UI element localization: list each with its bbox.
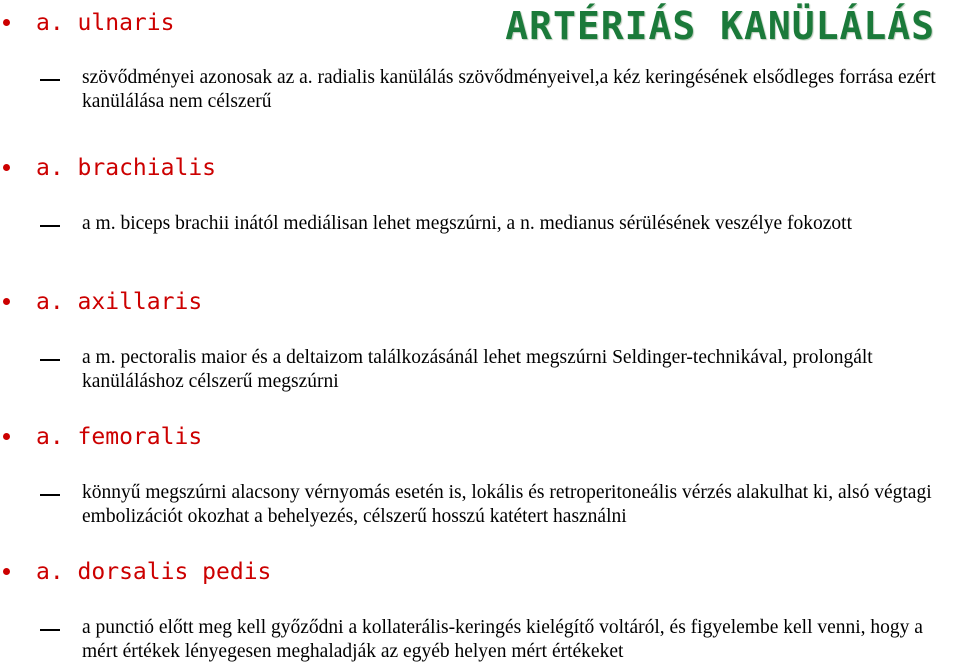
bullet-heading: a. brachialis [36, 155, 217, 181]
bullet-dot-icon [3, 19, 10, 26]
bullet-dot-icon [3, 433, 10, 440]
sub-item-text: a punctió előtt meg kell győződni a kollaterális-keringés kielégítő voltáról, és figyelembe kell venni, hogy a mért értékek lényegesen meghaladják az egyéb helyen mért értékeket [82, 617, 923, 662]
sub-item-text: könnyű megszúrni alacsony vérnyomás esetén is, lokális és retroperitoneális vérzés alakulhat ki, alsó végtagi embolizációt okozhat a behelyezés, célszerű hosszú katétert használni [82, 482, 932, 527]
bullet-heading: a. femoralis [36, 424, 203, 450]
bullet-heading: a. ulnaris [36, 10, 175, 36]
sub-item-text: szövődményei azonosak az a. radialis kanülálás szövődményeivel,a kéz keringésének elsődleges forrása ezért kanülálása nem célszerű [82, 67, 936, 112]
bullet-dot-icon [3, 164, 10, 171]
bullet-dot-icon [3, 298, 10, 305]
dash-icon [40, 359, 60, 361]
dash-icon [40, 494, 60, 496]
bullet-heading: a. dorsalis pedis [36, 559, 272, 585]
sub-item-text: a m. biceps brachii inától mediálisan lehet megszúrni, a n. medianus sérülésének veszélye fokozott [82, 213, 852, 234]
dash-icon [40, 79, 60, 81]
sub-item-text: a m. pectoralis maior és a deltaizom találkozásánál lehet megszúrni Seldinger-technikával, prolongált kanüláláshoz célszerű megszúrni [82, 347, 873, 392]
dash-icon [40, 225, 60, 227]
bullet-heading: a. axillaris [36, 289, 203, 315]
slide-title: ARTÉRIÁS KANÜLÁLÁS [505, 4, 935, 48]
bullet-dot-icon [3, 568, 10, 575]
dash-icon [40, 629, 60, 631]
